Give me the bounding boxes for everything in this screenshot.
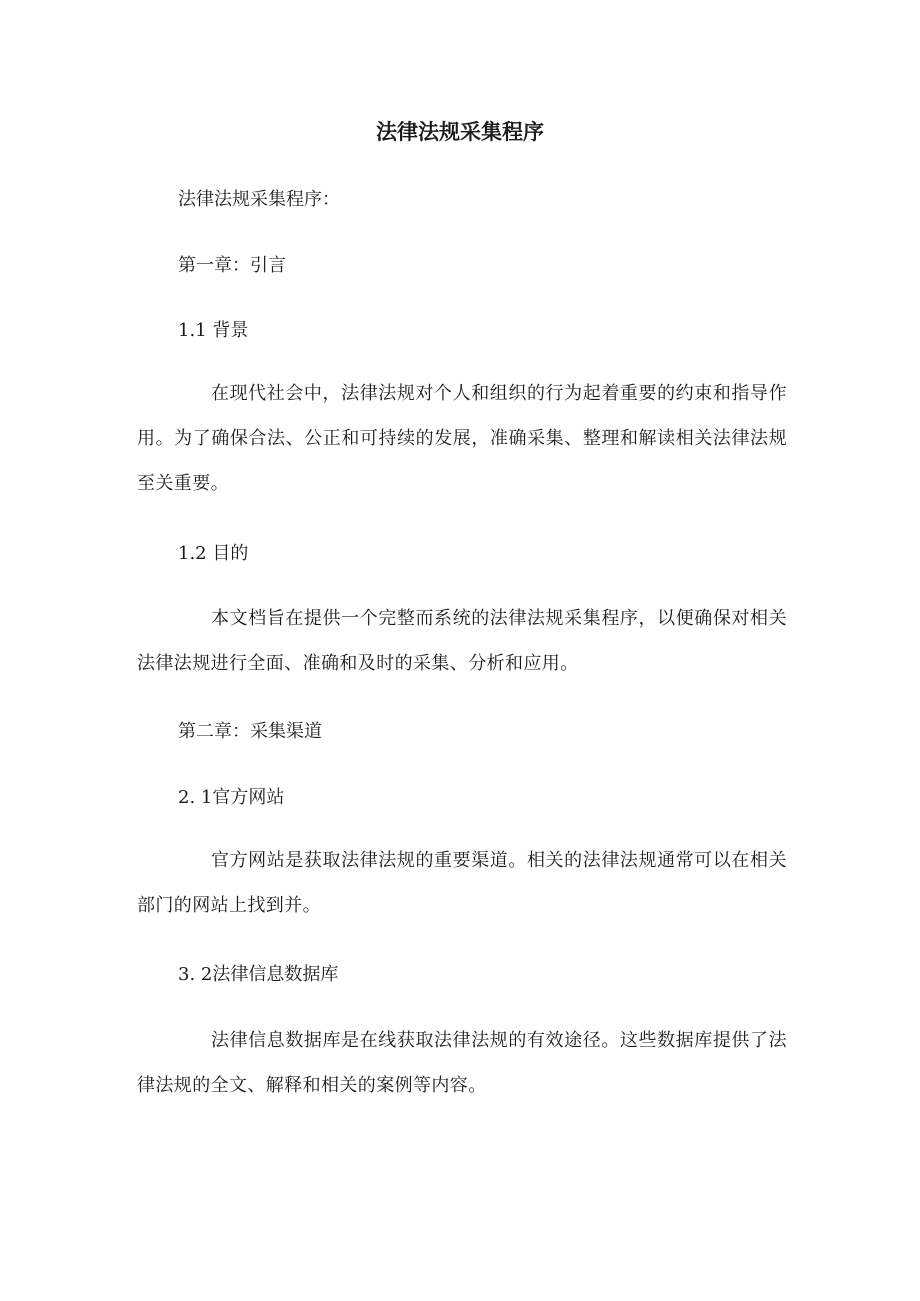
document-title: 法律法规采集程序 [376, 120, 544, 144]
section-2-1-heading: 2. 1官方网站 [178, 787, 285, 808]
databases-paragraph: 法律信息数据库是在线获取法律法规的有效途径。这些数据库提供了法律法规的全文、解释和相关的案例等内容。 [137, 1030, 787, 1096]
chapter-1-heading: 第一章：引言 [178, 255, 286, 276]
section-1-1-heading: 1.1 背景 [178, 320, 249, 341]
purpose-paragraph: 本文档旨在提供一个完整而系统的法律法规采集程序，以便确保对相关法律法规进行全面、准确和及时的采集、分析和应用。 [137, 608, 787, 674]
intro-line: 法律法规采集程序： [178, 189, 340, 210]
section-1-2-heading: 1.2 目的 [178, 543, 249, 564]
background-paragraph: 在现代社会中，法律法规对个人和组织的行为起着重要的约束和指导作用。为了确保合法、公正和可持续的发展，准确采集、整理和解读相关法律法规至关重要。 [137, 383, 787, 494]
section-3-2-heading: 3. 2法律信息数据库 [178, 964, 339, 985]
chapter-2-heading: 第二章：采集渠道 [178, 721, 322, 742]
official-sites-paragraph: 官方网站是获取法律法规的重要渠道。相关的法律法规通常可以在相关部门的网站上找到并。 [137, 850, 787, 916]
